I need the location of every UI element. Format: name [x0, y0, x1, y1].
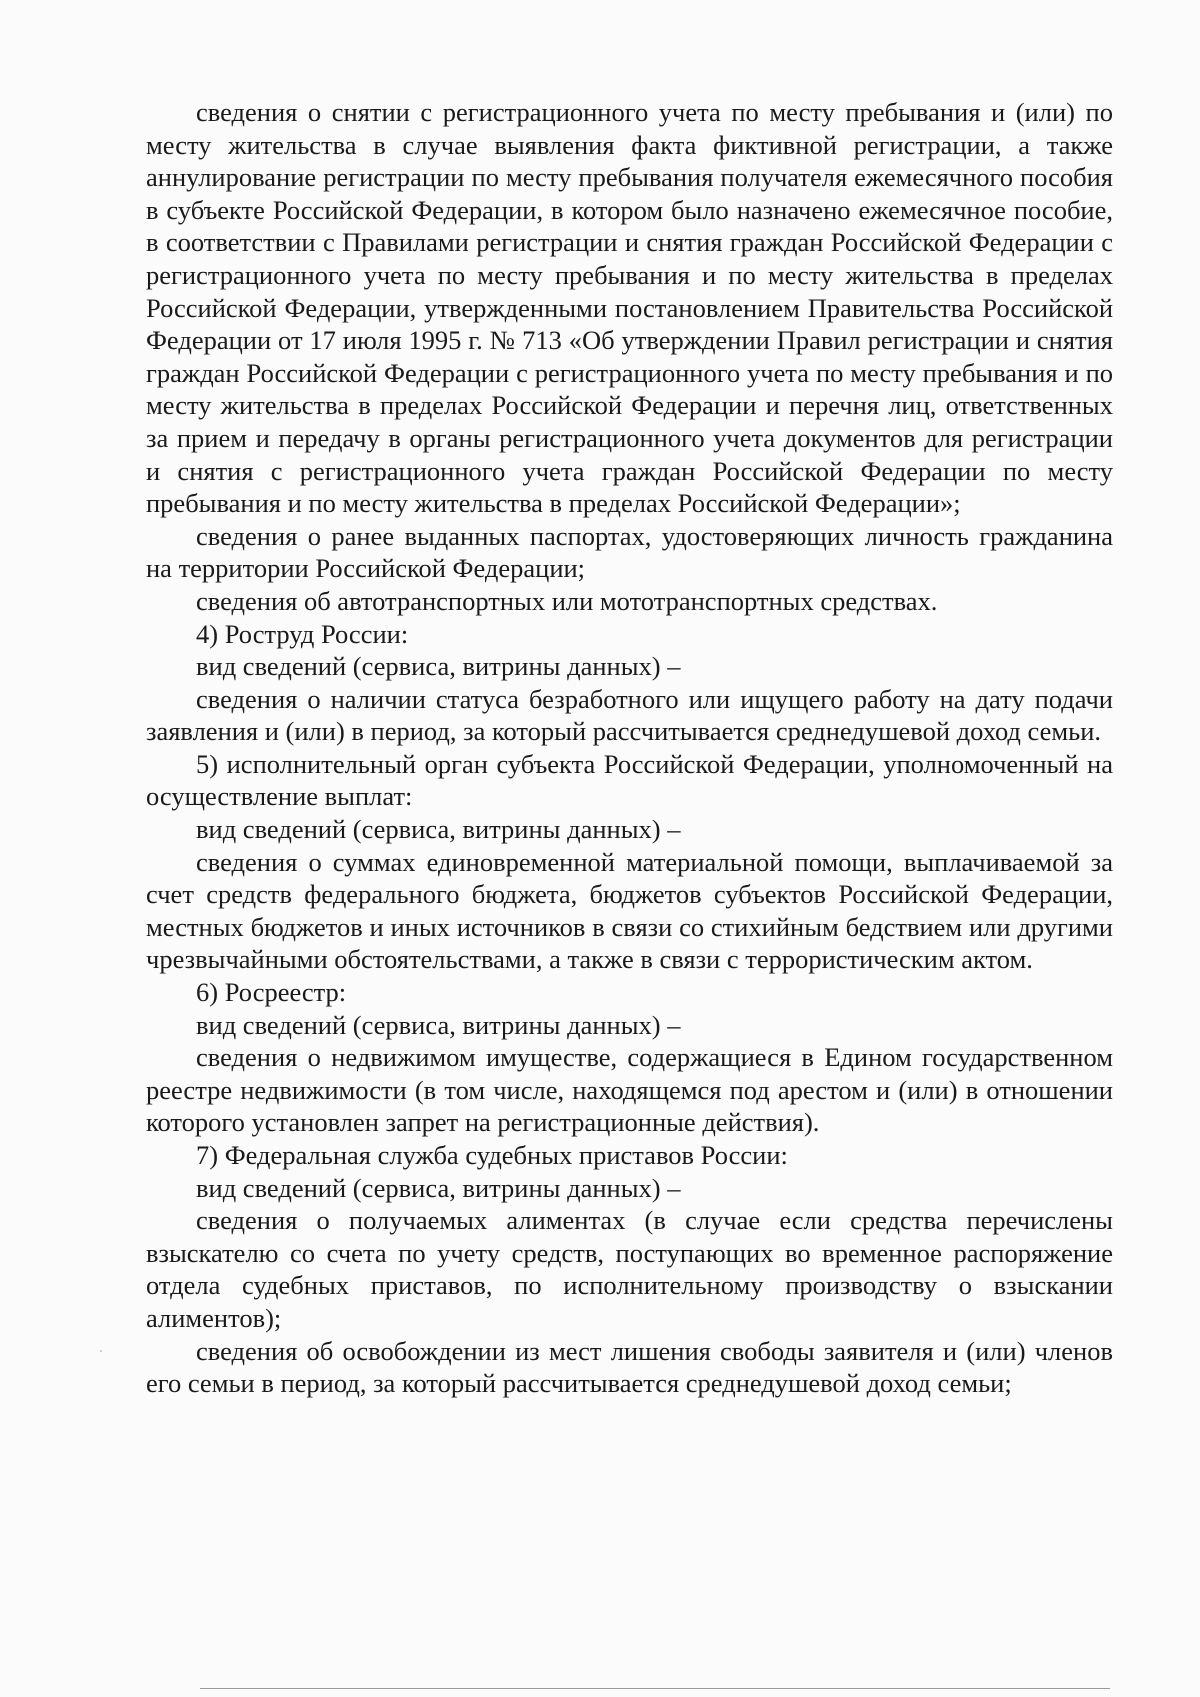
page-bottom-edge [200, 1688, 1110, 1689]
paragraph-release-from-prison: сведения об освобождении из мест лишения свободы заявителя и (или) членов его семьи в период, за который рассчитывается среднедушевой доход семьи; [146, 1335, 1113, 1399]
heading-bailiffs: 7) Федеральная служба судебных приставов России: [196, 1140, 788, 1170]
heading-rostrud: 4) Роструд России: [196, 618, 409, 649]
paragraph-unemployment: сведения о наличии статуса безработного или ищущего работу на дату подачи заявления и (или) в период, за который рассчитывается среднедушевой доход семьи. [146, 683, 1113, 747]
document-body [146, 96, 1113, 1400]
scan-speck [100, 1350, 102, 1352]
paragraph-vehicles: сведения об автотранспортных или мототранспортных средствах. [196, 585, 938, 616]
heading-executive-body: 5) исполнительный орган субъекта Российской Федерации, уполномоченный на осуществление выплат: [146, 748, 1113, 812]
paragraph-data-kind-6: вид сведений (сервиса, витрины данных) – [196, 1009, 681, 1040]
paragraph-data-kind-4: вид сведений (сервиса, витрины данных) – [196, 651, 681, 682]
paragraph-data-kind-5: вид сведений (сервиса, витрины данных) – [196, 814, 681, 845]
paragraph-real-estate: сведения о недвижимом имуществе, содержащиеся в Едином государственном реестре недвижимости (в том числе, находящемся под арестом и (или) в отношении которого установлен запрет на регистрационные действия). [146, 1042, 1113, 1138]
paragraph-material-aid: сведения о суммах единовременной материальной помощи, выплачиваемой за счет средств федерального бюджета, бюджетов субъектов Российской Федерации, местных бюджетов и иных источников в связи со стихийным бедствием или другими чрезвычайными обстоятельствами, а также в связи с террористическим актом. [146, 846, 1113, 975]
heading-rosreestr: 6) Росреестр: [196, 977, 347, 1008]
paragraph-registration-removal: сведения о снятии с регистрационного учета по месту пребывания и (или) по месту жительства в случае выявления факта фиктивной регистрации, а также аннулирование регистрации по месту пребывания получателя ежемесячного пособия в субъекте Российской Федерации, в котором было назначено ежемесячное пособие, в соответствии с Правилами регистрации и снятия граждан Российской Федерации с регистрационного учета по месту пребывания и по месту жительства в пределах Российской Федерации, утвержденными постановлением Правительства Российской Федерации от 17 июля 1995 г. № 713 «Об утверждении Правил регистрации и снятия граждан Российской Федерации с регистрационного учета по месту пребывания и по месту жительства в пределах Российской Федерации и перечня лиц, ответственных за прием и передачу в органы регистрационного учета документов для регистрации и снятия с регистрационного учета граждан Российской Федерации по месту пребывания и по месту жительства в пределах Российской Федерации»; [146, 97, 1113, 519]
paragraph-data-kind-7: вид сведений (сервиса, витрины данных) – [196, 1172, 681, 1203]
paragraph-alimony: сведения о получаемых алиментах (в случае если средства перечислены взыскателю со счета по учету средств, поступающих во временное распоряжение отдела судебных приставов, по исполнительному производству о взыскании алиментов); [146, 1205, 1113, 1333]
paragraph-passports: сведения о ранее выданных паспортах, удостоверяющих личность гражданина на территории Российской Федерации; [146, 520, 1113, 584]
